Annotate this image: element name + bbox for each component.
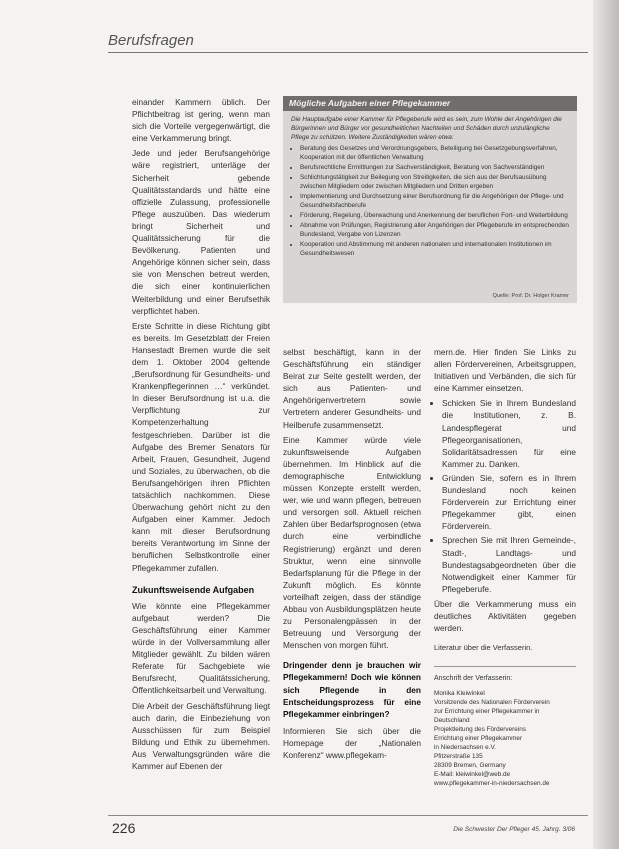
address-line: Monika Kleiwinkel	[434, 690, 485, 698]
address-line: Deutschland	[434, 717, 470, 725]
paragraph: Informieren Sie sich über die Homepage der „Nationalen Konferenz“ www.pflegekam-	[283, 725, 421, 760]
list-item: • Implementierung und Durchsetzung einer Berufsordnung für die Angehörigen der Pflege- und Gesundheitsfachberufe	[300, 192, 569, 210]
box-source: Quelle: Prof. Dr. Holger Kramer	[492, 293, 569, 299]
paragraph: Die Arbeit der Geschäftsführung liegt auch darin, die Einbeziehung von Ausschüssen für zum Beispiel Bildung und Ethik zu übernehmen. Aus Verwaltungsgründen wäre die Kammer auf Ebenen der	[132, 700, 270, 771]
address-line: zur Errichtung einer Pflegekammer in	[434, 708, 540, 716]
divider	[434, 666, 576, 667]
paragraph: Eine Kammer würde viele zukunftsweisende Aufgaben übernehmen. Im Hinblick auf die demographische Entwicklung müssen Konzepte erstellt werden, wer, wie und wann pflegen, betreuen und versorgen soll. Aktuell reichen Zahlen über Bedarfsprognosen (etwa durch eine verbindliche Registrierung) ergänzt und deren Struktur, wenn eine sinnvolle Bedarfsplanung für die Pflege in der Zukunft möglich. Es könnte vorteilhaft zeigen, dass der ständige Abbau von Ausbildungsplätzen heute zu Personalengpässen in der Betreuung und Versorgung der Menschen von morgen führt.	[283, 434, 421, 651]
page-edge-shadow	[593, 0, 619, 849]
list-item: • Förderung, Regelung, Überwachung und Anerkennung der beruflichen Fort- und Weiterbildung	[300, 211, 569, 220]
paragraph: mern.de. Hier finden Sie Links zu allen Fördervereinen, Arbeitsgruppen, Initiativen und Verbänden, die sich für eine Kammer einsetzen.	[434, 347, 576, 394]
box-intro: Die Hauptaufgabe einer Kammer für Pflegeberufe wird es sein, zum Wohle der Angehörigen die Bürgerinnen und Bürger vor gesundheitlichen Nachteilen und Schäden durch unzulängliche Pflege zu schützen. Weitere Zuständigkeiten wären etwa:	[291, 116, 562, 141]
paragraph: einander Kammern üblich. Der Pflichtbeitrag ist gering, wenn man sich die Vorteile vergegenwärtigt, die eine Verkammerung bringt.	[132, 97, 270, 144]
box-body	[283, 111, 577, 258]
address-line: in Niedersachsen e.V.	[434, 744, 496, 752]
box-list	[291, 144, 569, 258]
paragraph: Wie könnte eine Pflegekammer aufgebaut werden? Die Geschäftsführung einer Kammer würde in der Vollversammlung aller Mitglieder gewählt. Zu bilden wären Referate für Sachgebiete wie Berufsrecht, Qualitätssicherung, Öffentlichkeitsarbeit und Verwaltung.	[132, 600, 270, 696]
address-line: E-Mail: kleiwinkel@web.de	[434, 771, 511, 779]
list-item: • Schicken Sie in Ihrem Bundesland die Institutionen, z. B. Landespflegerat und Pflegeorganisationen, Solidaritätsadressen für eine Kammer zu. Danken.	[442, 397, 576, 470]
list-item: • Gründen Sie, sofern es in Ihrem Bundesland noch keinen Förderverein zur Errichtung einer Pflegekammer gibt, einen Förderverein.	[442, 472, 576, 532]
column-3	[283, 346, 421, 764]
paragraph: Über die Verkammerung muss ein deutliches Aktivitäten gegeben werden.	[434, 598, 576, 634]
list-item: • Beratung des Gesetzes und Verordnungsgebers, Beteiligung bei Gesetzgebungsverfahren, Kooperation mit der öffentlichen Verwaltung	[300, 144, 569, 162]
list-item: • Berufsrechtliche Ermittlungen zur Sachverständigkeit, Beratung von Sachverständigen	[300, 163, 569, 172]
journal-citation: Die Schwester Der Pfleger 45. Jahrg. 3/06	[453, 826, 575, 833]
footer-rule	[108, 815, 588, 816]
paragraph: selbst beschäftigt, kann in der Geschäftsführung ein ständiger Beirat zur Seite gestellt werden, der sich aus Patienten- und Angehörigenvertretern sowie Vertretern anderer Gesundheits- und Heilberufe zusammensetzt.	[283, 347, 421, 430]
address-line: www.pflegekammer-in-niedersachsen.de	[434, 780, 550, 788]
address-block	[434, 689, 576, 788]
column-1	[132, 96, 270, 775]
list-item: • Abnahme von Prüfungen, Registrierung aller Angehörigen der Pflegeberufe im entsprechenden Bundesland, Vergabe von Lizenzen	[300, 221, 569, 239]
address-line: Pfitzerstraße 135	[434, 753, 483, 761]
action-list	[434, 397, 576, 595]
paragraph: Jede und jeder Berufsangehörige wäre registriert, unterläge der Sicherheit gebende Qualitätsstandards und hätte eine offizielle Zulassung, professionelle Pflege auszuüben. Das wiederum bringt Sicherheit und Qualitätssicherung für die Bevölkerung. Patienten und Angehörige können sicher sein, dass sie von Menschen betreut werden, die sich einer kontinuierlichen Weiterbildung und einer Berufsethik verpflichtet haben.	[132, 148, 270, 316]
list-item: • Kooperation und Abstimmung mit anderen nationalen und internationalen Institutionen im Gesundheitswesen	[300, 240, 569, 258]
address-title: Anschrift der Verfasserin:	[434, 675, 513, 683]
box-title: Mögliche Aufgaben einer Pflegekammer	[283, 96, 577, 111]
question-heading: Dringender denn je brauchen wir Pflegekammern! Doch wie können sich Pflegende in den Entscheidungsprozess für eine Pflegekammer einbringen?	[283, 660, 421, 719]
running-header	[108, 30, 588, 53]
address-line: Vorsitzende des Nationalen Förderverein	[434, 699, 550, 707]
subheading: Zukunftsweisende Aufgaben	[132, 584, 255, 595]
section-title: Berufsfragen	[108, 32, 194, 49]
address-line: Projektleitung des Fördervereins	[434, 726, 526, 734]
list-item: • Sprechen Sie mit Ihren Gemeinde-, Stadt-, Landtags- und Bundestagsabgeordneten über die Notwendigkeit einer Kammer für Pflegeberufe.	[442, 534, 576, 594]
address-line: 28309 Bremen, Germany	[434, 762, 506, 770]
page-number: 226	[112, 820, 136, 836]
address-line: Errichtung einer Pflegekammer	[434, 735, 523, 743]
list-item: • Schlichtungstätigkeit zur Beilegung von Streitigkeiten, die sich aus der Berufsausübung zwischen Mitgliedern oder zwischen Mitgliedern und Dritten ergeben	[300, 173, 569, 191]
column-4	[434, 346, 576, 788]
author-note: Literatur über die Verfasserin.	[434, 643, 533, 653]
info-box	[283, 96, 577, 303]
paragraph: Erste Schritte in diese Richtung gibt es bereits. Im Gesetzblatt der Freien Hansestadt Bremen wurde die seit dem 1. Oktober 2004 geltende „Berufsordnung für Gesundheits- und Krankenpflegerinnen …“ verkündet. In dieser Berufsordnung ist u.a. die Verpflichtung zur Kompetenzerhaltung festgeschrieben. Darüber ist die Aufgabe des Bremer Senators für Arbeit, Frauen, Gesundheit, Jugend und Soziales, zu überwachen, ob die Berufsangehörigen ihren Pflichten tatsächlich nachkommen. Diese Überwachung gehört nicht zu den Aufgaben einer Kammer. Jedoch kann mit dieser Berufsordnung bereits Verantwortung im Sinne der beruflichen Selbstkontrolle einer Pflegekammer zufallen.	[132, 320, 270, 573]
